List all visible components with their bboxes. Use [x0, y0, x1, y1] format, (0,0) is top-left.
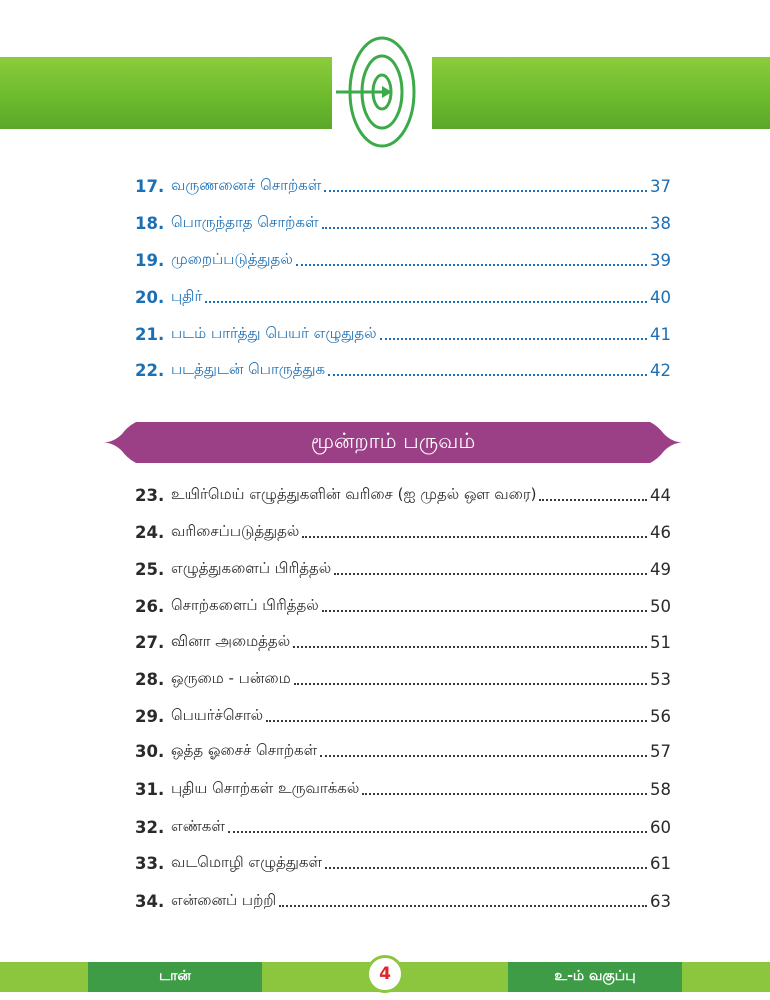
- toc-entry-page: 41: [650, 324, 671, 344]
- toc-entry-page: 58: [650, 779, 671, 799]
- dot-leader: [322, 226, 647, 229]
- toc-entry-title: என்னைப் பற்றி: [171, 891, 277, 909]
- dot-leader: [294, 682, 647, 685]
- toc-entry-title: ஒத்த ஓசைச் சொற்கள்: [171, 741, 318, 759]
- dot-leader: [302, 535, 647, 538]
- dot-leader: [539, 498, 647, 501]
- dot-leader: [293, 645, 647, 648]
- toc-entry[interactable]: [135, 848, 671, 878]
- toc-entry-number: 22.: [135, 360, 165, 380]
- toc-entry-number: 31.: [135, 779, 165, 799]
- toc-entry-title: படத்துடன் பொருத்துக: [171, 360, 326, 378]
- toc-entry-number: 23.: [135, 485, 165, 505]
- toc-entry-number: 17.: [135, 176, 165, 196]
- toc-entry[interactable]: [135, 245, 671, 275]
- toc-entry-number: 30.: [135, 741, 165, 761]
- dot-leader: [279, 904, 647, 907]
- toc-entry-title: முறைப்படுத்துதல்: [171, 250, 293, 268]
- toc-entry[interactable]: [135, 517, 671, 547]
- toc-entry[interactable]: [135, 886, 671, 916]
- toc-entry-number: 28.: [135, 669, 165, 689]
- toc-entry-page: 51: [650, 632, 671, 652]
- dot-leader: [324, 189, 647, 192]
- toc-entry-number: 34.: [135, 891, 165, 911]
- toc-entry-page: 49: [650, 559, 671, 579]
- toc-entry-page: 39: [650, 250, 671, 270]
- toc-entry-page: 42: [650, 360, 671, 380]
- toc-entry[interactable]: [135, 774, 671, 804]
- toc-entry-title: புதிர்: [171, 287, 203, 305]
- dot-leader: [266, 719, 647, 722]
- toc-entry-number: 27.: [135, 632, 165, 652]
- toc-entry[interactable]: [135, 480, 671, 510]
- dot-leader: [296, 263, 647, 266]
- toc-entry-page: 38: [650, 213, 671, 233]
- dot-leader: [380, 337, 647, 340]
- toc-entry-title: பெயர்ச்சொல்: [171, 706, 264, 724]
- toc-entry-title: பொருந்தாத சொற்கள்: [171, 213, 319, 231]
- toc-entry-number: 21.: [135, 324, 165, 344]
- footer-left-label: டான்: [88, 962, 262, 992]
- toc-entry[interactable]: [135, 282, 671, 312]
- dot-leader: [228, 830, 647, 833]
- toc-entry-title: புதிய சொற்கள் உருவாக்கல்: [171, 779, 360, 797]
- toc-entry-page: 53: [650, 669, 671, 689]
- toc-entry-number: 25.: [135, 559, 165, 579]
- toc-entry-title: வினா அமைத்தல்: [171, 632, 291, 650]
- toc-entry-title: வரிசைப்படுத்துதல்: [171, 522, 300, 540]
- dot-leader: [328, 373, 647, 376]
- toc-entry-number: 24.: [135, 522, 165, 542]
- toc-entry-title: வடமொழி எழுத்துகள்: [171, 853, 323, 871]
- toc-entry-page: 44: [650, 485, 671, 505]
- toc-entry-page: 56: [650, 706, 671, 726]
- toc-entry[interactable]: [135, 319, 671, 349]
- toc-entry-page: 50: [650, 596, 671, 616]
- toc-entry-number: 33.: [135, 853, 165, 873]
- toc-entry-page: 57: [650, 741, 671, 761]
- toc-entry-title: எழுத்துகளைப் பிரித்தல்: [171, 559, 332, 577]
- toc-entry-title: உயிர்மெய் எழுத்துகளின் வரிசை (ஐ முதல் ஔ வரை): [171, 485, 537, 503]
- toc-entry[interactable]: [135, 208, 671, 238]
- toc-entry-title: வருணனைச் சொற்கள்: [171, 176, 322, 194]
- dot-leader: [362, 792, 647, 795]
- toc-entry-number: 19.: [135, 250, 165, 270]
- toc-entry-page: 46: [650, 522, 671, 542]
- toc-entry[interactable]: [135, 664, 671, 694]
- toc-entry[interactable]: [135, 736, 671, 766]
- section-heading: மூன்றாம் பருவம்: [310, 429, 476, 453]
- toc-entry-page: 37: [650, 176, 671, 196]
- toc-entry-title: சொற்களைப் பிரித்தல்: [171, 596, 319, 614]
- toc-entry[interactable]: [135, 171, 671, 201]
- target-arrow-icon: [332, 36, 432, 148]
- toc-entry[interactable]: [135, 627, 671, 657]
- toc-entry-title: ஒருமை - பன்மை: [171, 669, 291, 687]
- toc-entry[interactable]: [135, 355, 671, 385]
- toc-entry-page: 63: [650, 891, 671, 911]
- toc-entry[interactable]: [135, 701, 671, 731]
- dot-leader: [320, 754, 647, 757]
- toc-entry-title: எண்கள்: [171, 817, 225, 835]
- toc-entry-page: 61: [650, 853, 671, 873]
- page-number: 4: [366, 955, 404, 993]
- toc-entry-page: 40: [650, 287, 671, 307]
- toc-entry[interactable]: [135, 554, 671, 584]
- dot-leader: [205, 300, 647, 303]
- footer-class-label: உ-ம் வகுப்பு: [508, 962, 682, 992]
- toc-entry-page: 60: [650, 817, 671, 837]
- dot-leader: [334, 572, 647, 575]
- dot-leader: [322, 609, 647, 612]
- toc-entry-number: 26.: [135, 596, 165, 616]
- toc-entry[interactable]: [135, 591, 671, 621]
- toc-entry-number: 20.: [135, 287, 165, 307]
- dot-leader: [325, 866, 647, 869]
- toc-entry-number: 32.: [135, 817, 165, 837]
- toc-entry-title: படம் பார்த்து பெயர் எழுதுதல்: [171, 324, 377, 342]
- toc-entry-number: 18.: [135, 213, 165, 233]
- toc-entry-number: 29.: [135, 706, 165, 726]
- toc-entry[interactable]: [135, 812, 671, 842]
